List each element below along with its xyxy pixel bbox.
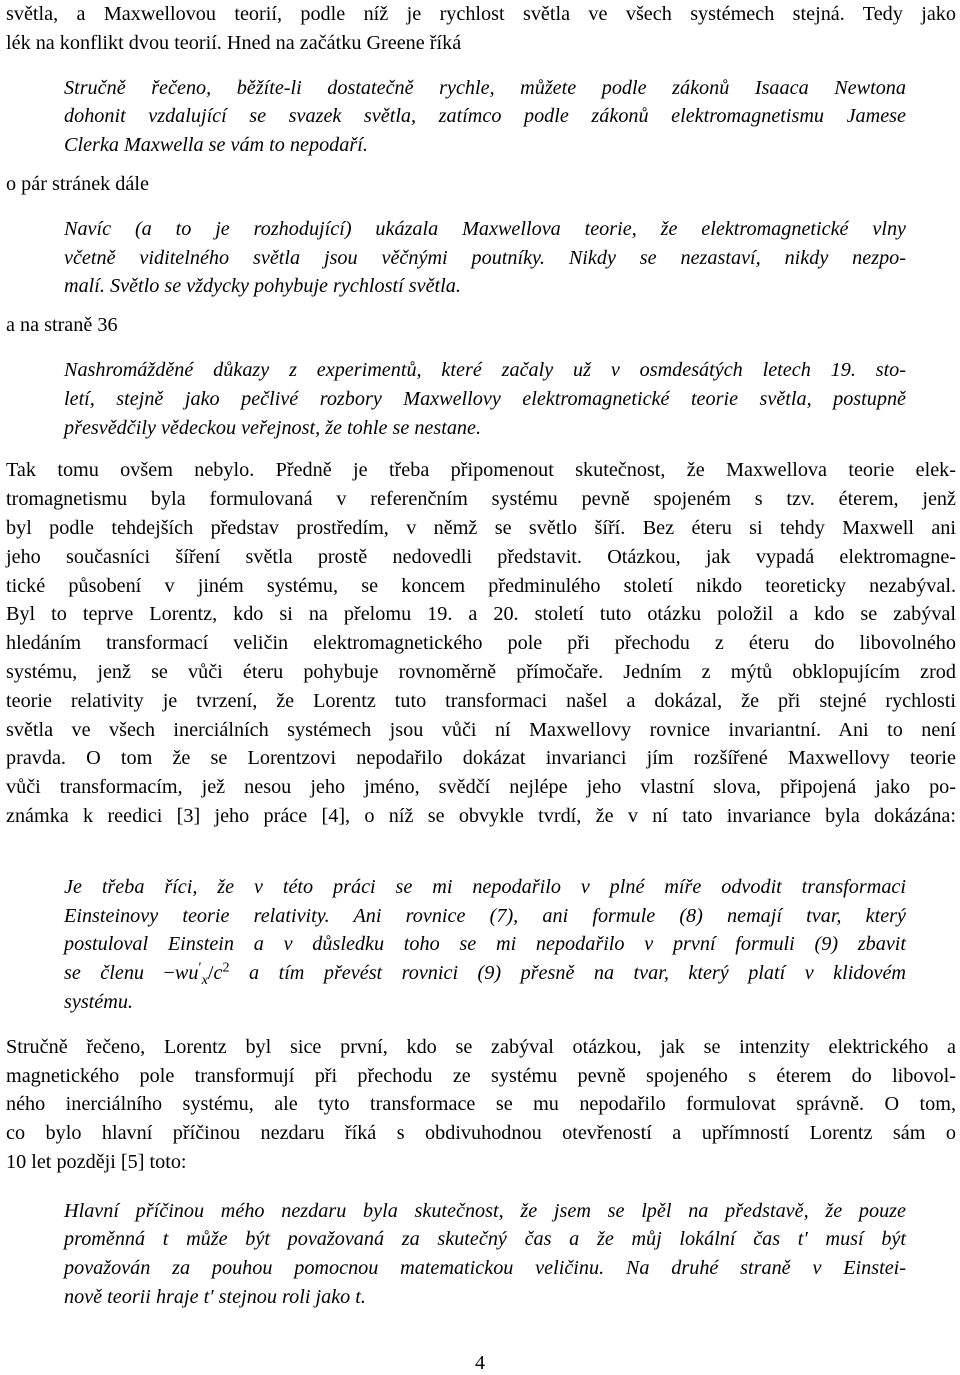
formula-c: c bbox=[213, 962, 223, 985]
text-line: systému, jenž se vůči éteru pohybuje rovnoměrně přímočaře. Jedním z mýtů obklopujícím zrod bbox=[6, 660, 956, 683]
text-line: lék na konflikt dvou teorií. Hned na začátku Greene říká bbox=[6, 31, 462, 54]
body-paragraph-2 bbox=[6, 1033, 956, 1177]
text-line: tické působení v jiném systému, se koncem předminulého století nikdo teoreticky nezabýval. bbox=[6, 574, 956, 597]
block-quote-greene-2 bbox=[6, 215, 906, 301]
quote-line: Hlavní příčinou mého nezdaru byla skutečnost, že jsem se lpěl na představě, že pouze bbox=[64, 1199, 906, 1222]
text-line: byl podle tehdejších představ prostředím, v němž se světlo šíří. Bez éteru si tehdy Maxwell ani bbox=[6, 516, 956, 539]
connector-text bbox=[6, 170, 956, 199]
text-line: Stručně řečeno, Lorentz byl sice první, kdo se zabýval otázkou, jak se intenzity elektrického a bbox=[6, 1035, 956, 1058]
formula-u: u bbox=[188, 962, 199, 985]
quote-line: systému. bbox=[64, 990, 133, 1013]
quote-line: Clerka Maxwella se vám to nepodaří. bbox=[64, 134, 368, 157]
quote-line: Je třeba říci, že v této práci se mi nepodařilo v plné míře odvodit transformaci bbox=[64, 875, 906, 898]
inline-formula bbox=[163, 959, 230, 989]
body-paragraph-1 bbox=[6, 456, 956, 830]
formula-w: w bbox=[174, 962, 189, 985]
quote-line: malí. Světlo se vždycky pohybuje rychlostí světla. bbox=[64, 275, 461, 298]
quote-line-with-formula bbox=[64, 959, 906, 988]
text-fragment: se členu bbox=[64, 962, 145, 985]
connector-label: o pár stránek dále bbox=[6, 172, 149, 195]
block-quote-lorentz-2 bbox=[6, 1197, 906, 1312]
quote-line: postuloval Einstein a v důsledku toho se mi nepodařilo v první formuli (9) zbavit bbox=[64, 933, 906, 956]
quote-line: letí, stejně jako pečlivé rozbory Maxwellovy elektromagnetické teorie světla, postupně bbox=[64, 387, 906, 410]
quote-line: nově teorii hraje t′ stejnou roli jako t. bbox=[64, 1286, 366, 1309]
intro-paragraph bbox=[6, 0, 956, 58]
formula-minus: − bbox=[163, 962, 175, 985]
quote-line: považován za pouhou pomocnou matematickou veličinu. Na druhé straně v Einstei- bbox=[64, 1257, 906, 1280]
text-line: ného inerciálního systému, ale tyto transformace se mu nepodařilo formulovat správně. O tom, bbox=[6, 1093, 956, 1116]
quote-line: Nashromážděné důkazy z experimentů, které začaly už v osmdesátých letech 19. sto- bbox=[64, 358, 906, 381]
text-line: Tak tomu ovšem nebylo. Předně je třeba připomenout skutečnost, že Maxwellova teorie elek- bbox=[6, 459, 956, 482]
text-line: pravda. O tom že se Lorentzovi nepodařilo dokázat invarianci jím rozšířené Maxwellovy teorie bbox=[6, 747, 956, 770]
connector-label: a na straně 36 bbox=[6, 314, 118, 337]
text-line: hledáním transformací veličin elektromagnetického pole při přechodu z éteru do libovolného bbox=[6, 632, 956, 655]
formula-sub-x: x bbox=[201, 972, 208, 989]
text-line: tromagnetismu byla formulovaná v referenčním systému pevně spojeném s tzv. éterem, jenž bbox=[6, 488, 956, 511]
formula-exponent: 2 bbox=[222, 959, 230, 976]
quote-line: dohonit vzdalující se svazek světla, zatímco podle zákonů elektromagnetismu Jamese bbox=[64, 105, 906, 128]
block-quote-greene-3 bbox=[6, 356, 906, 442]
text-line: 10 let později [5] toto: bbox=[6, 1150, 187, 1173]
text-line: co bylo hlavní příčinou nezdaru říká s obdivuhodnou otevřeností a upřímností Lorentz sám o bbox=[6, 1122, 956, 1145]
page-number: 4 bbox=[475, 1352, 485, 1374]
text-line: jeho současníci šíření světla prostě nedovedli představit. Otázkou, jak vypadá elektromagne- bbox=[6, 545, 956, 568]
text-line: světla, a Maxwellovou teorií, podle níž je rychlost světla ve všech systémech stejná. Tedy jako bbox=[6, 3, 956, 25]
quote-line: Navíc (a to je rozhodující) ukázala Maxwellova teorie, že elektromagnetické vlny bbox=[64, 217, 906, 240]
formula-prime: ′ bbox=[198, 959, 202, 976]
block-quote-lorentz-1 bbox=[6, 873, 906, 1017]
text-fragment: a tím převést rovnici (9) přesně na tvar, který platí v klidovém bbox=[249, 962, 907, 985]
text-line: teorie relativity je tvrzení, že Lorentz tuto transformaci našel a dokázal, že při stejné rychlosti bbox=[6, 689, 956, 712]
quote-line: včetně viditelného světla jsou věčnými poutníky. Nikdy se nezastaví, nikdy nezpo- bbox=[64, 246, 906, 269]
text-line: Byl to teprve Lorentz, kdo si na přelomu 19. a 20. století tuto otázku položil a kdo se zabýval bbox=[6, 603, 956, 626]
quote-line: Einsteinovy teorie relativity. Ani rovnice (7), ani formule (8) nemají tvar, který bbox=[64, 904, 906, 927]
quote-line: Stručně řečeno, běžíte-li dostatečně rychle, můžete podle zákonů Isaaca Newtona bbox=[64, 76, 906, 99]
formula-slash: / bbox=[207, 962, 214, 985]
connector-text bbox=[6, 311, 956, 340]
block-quote-greene-1 bbox=[6, 74, 906, 160]
quote-line: přesvědčily vědeckou veřejnost, že tohle se nestane. bbox=[64, 416, 482, 439]
text-line: magnetického pole transformují při přechodu ze systému pevně spojeného s éterem do libovol- bbox=[6, 1064, 956, 1087]
text-line: známka k reedici [3] jeho práce [4], o níž se obvykle tvrdí, že v ní tato invariance byla dokázána: bbox=[6, 804, 956, 827]
quote-line: proměnná t může být považovaná za skutečný čas a že můj lokální čas t′ musí být bbox=[64, 1228, 906, 1251]
document-page bbox=[6, 0, 956, 1312]
text-line: vůči transformacím, jež nesou jeho jméno, svědčí nejlépe jeho vlastní slova, připojená jako po- bbox=[6, 776, 956, 799]
text-line: světla ve všech inerciálních systémech jsou vůči ní Maxwellovy rovnice invariantní. Ani to není bbox=[6, 718, 956, 741]
